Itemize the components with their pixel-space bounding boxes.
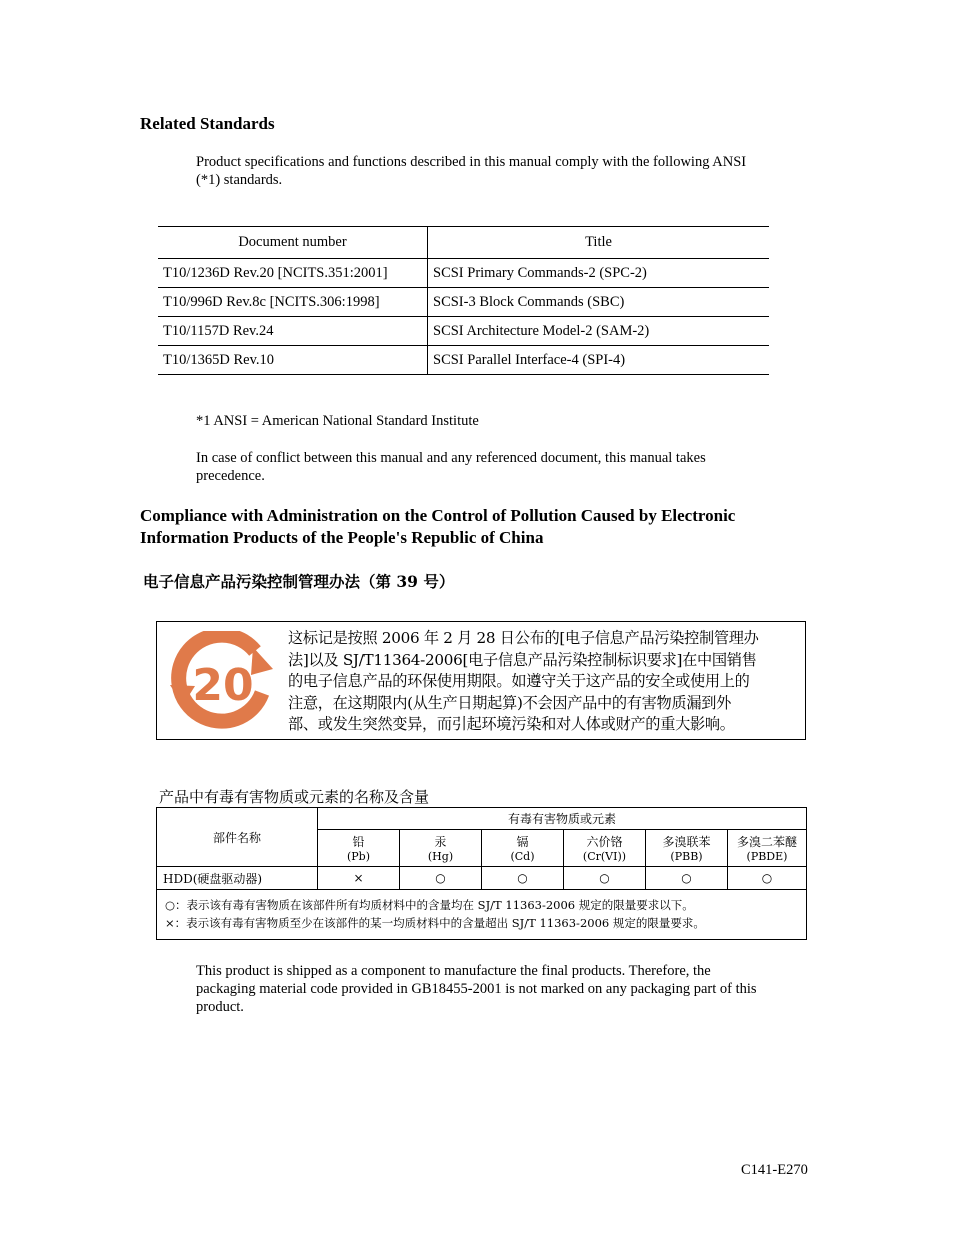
table-row [158, 259, 769, 288]
value-cell: ○ [646, 867, 728, 890]
substance-column-lead: 铅 (Pb) [318, 830, 400, 867]
value-cell: ○ [564, 867, 646, 890]
row-label-hdd: HDD(硬盘驱动器) [157, 867, 318, 890]
table-row [158, 317, 769, 346]
header-title: Title [428, 227, 770, 259]
cn-regulation-title: 电子信息产品污染控制管理办法（第 39 号） [143, 572, 455, 591]
table-row [158, 346, 769, 375]
substance-column-cadmium: 镉 (Cd) [482, 830, 564, 867]
conflict-note: In case of conflict between this manual and any referenced document, this manual takes precedence. [196, 450, 706, 484]
substance-column-pbb: 多溴联苯 (PBB) [646, 830, 728, 867]
pollution-mark-box [156, 621, 806, 740]
cell-title: SCSI Primary Commands-2 (SPC-2) [428, 259, 770, 288]
value-cell: ○ [400, 867, 482, 890]
mark-description: 这标记是按照 2006 年 2 月 28 日公布的[电子信息产品污染控制管理办 法]以及 SJ/T11364-2006[电子信息产品污染控制标识要求]在中国销售 的电子信息产品的环保使用期限。如遵守关于这产品的安全或使用上的 注意，在这期限内(从生产日期起算)不会因产品中的有害物质漏到外 部、或发生突然变异，而引起环境污染和对人体或财产的重大影响。 [288, 629, 759, 733]
recycle-20-logo-icon [167, 631, 279, 731]
substance-group-header: 有毒有害物质或元素 [318, 808, 807, 830]
substance-table-title: 产品中有毒有害物质或元素的名称及含量 [159, 788, 430, 806]
ansi-footnote: *1 ANSI = American National Standard Institute [196, 413, 479, 429]
cell-title: SCSI Architecture Model-2 (SAM-2) [428, 317, 770, 346]
cell-document-number: T10/1236D Rev.20 [NCITS.351:2001] [158, 259, 428, 288]
cell-document-number: T10/1157D Rev.24 [158, 317, 428, 346]
table-row [157, 867, 807, 890]
logo-number: 20 [192, 660, 254, 711]
table-header-row [158, 227, 769, 259]
header-document-number: Document number [158, 227, 428, 259]
table-row [158, 288, 769, 317]
part-name-header: 部件名称 [157, 808, 318, 867]
value-cell: ○ [728, 867, 807, 890]
footer-doc-code: C141-E270 [741, 1162, 808, 1178]
standards-table [158, 226, 769, 375]
substance-column-mercury: 汞 (Hg) [400, 830, 482, 867]
substance-column-chromium: 六价铬 (Cr(VI)) [564, 830, 646, 867]
substance-table [156, 807, 807, 890]
substance-notes: ○：表示该有毒有害物质在该部件所有均质材料中的含量均在 SJ/T 11363-2006 规定的限量要求以下。 ×：表示该有毒有害物质至少在该部件的某一均质材料中的含量超出 SJ/T 11363-2006 规定的限量要求。 [156, 890, 807, 940]
value-cell: × [318, 867, 400, 890]
substance-column-pbde: 多溴二苯醚 (PBDE) [728, 830, 807, 867]
cell-document-number: T10/996D Rev.8c [NCITS.306:1998] [158, 288, 428, 317]
cell-title: SCSI-3 Block Commands (SBC) [428, 288, 770, 317]
cell-title: SCSI Parallel Interface-4 (SPI-4) [428, 346, 770, 375]
cell-document-number: T10/1365D Rev.10 [158, 346, 428, 375]
shipping-note: This product is shipped as a component to manufacture the final products. Therefore, the packaging material code provided in GB18455-2001 is not marked on any packaging part of this product. [196, 963, 757, 1015]
related-standards-heading: Related Standards [140, 114, 275, 133]
value-cell: ○ [482, 867, 564, 890]
compliance-heading: Compliance with Administration on the Control of Pollution Caused by Electronic Information Products of the People's Republic of China [140, 506, 736, 547]
related-intro: Product specifications and functions described in this manual comply with the following ANSI (*1) standards. [196, 154, 747, 188]
